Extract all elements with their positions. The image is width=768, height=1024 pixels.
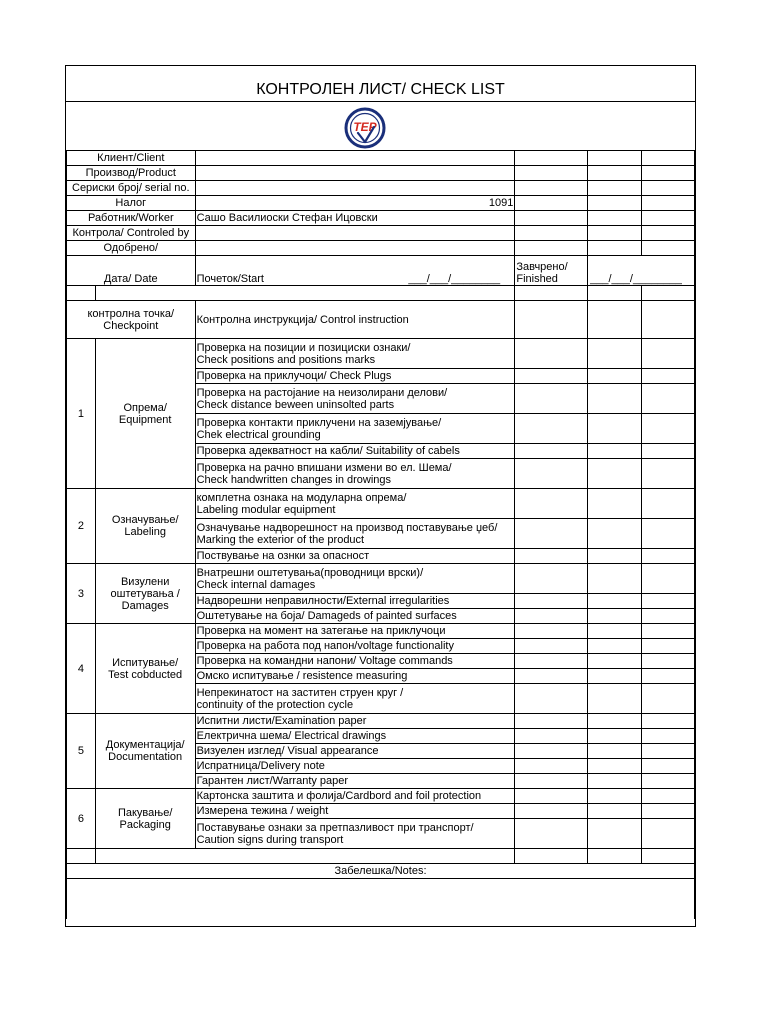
- check-cell[interactable]: [642, 624, 695, 639]
- logo-row: [66, 102, 695, 151]
- section-name: Опрема/ Equipment: [95, 339, 195, 489]
- instruction-header: Контролна инструкција/ Control instruction: [195, 301, 515, 339]
- check-cell[interactable]: [642, 369, 695, 384]
- checklist-row: [67, 624, 695, 639]
- section-name: Означување/ Labeling: [95, 489, 195, 564]
- section-name: Визулени оштетувања / Damages: [95, 564, 195, 624]
- check-cell[interactable]: [515, 819, 588, 849]
- check-cell[interactable]: [515, 684, 588, 714]
- spacer-row: [67, 286, 695, 301]
- check-cell[interactable]: [588, 774, 642, 789]
- check-cell[interactable]: [642, 714, 695, 729]
- checklist-row: [67, 489, 695, 519]
- product-label: Производ/Product: [67, 166, 196, 181]
- instruction-item: Омско испитување / resistence measuring: [195, 669, 515, 684]
- approved-value[interactable]: [195, 241, 515, 256]
- order-value[interactable]: 1091: [195, 196, 515, 211]
- check-cell[interactable]: [588, 729, 642, 744]
- instruction-item: Означување надворешност на производ поставување џеб/ Marking the exterior of the product: [195, 519, 515, 549]
- check-cell[interactable]: [642, 654, 695, 669]
- check-cell[interactable]: [515, 339, 588, 369]
- check-cell[interactable]: [515, 669, 588, 684]
- instruction-item: Проверка на командни напони/ Voltage commands: [195, 654, 515, 669]
- instruction-item: Гарантен лист/Warranty paper: [195, 774, 515, 789]
- check-cell[interactable]: [642, 639, 695, 654]
- check-cell[interactable]: [515, 594, 588, 609]
- checklist-row: [67, 789, 695, 804]
- instruction-item: комплетна ознака на модуларна опрема/ Labeling modular equipment: [195, 489, 515, 519]
- check-cell[interactable]: [515, 564, 588, 594]
- section-number: 3: [67, 564, 96, 624]
- instruction-item: Проверка на растојание на неизолирани делови/ Check distance beween uninsolted parts: [195, 384, 515, 414]
- section-name: Документација/ Documentation: [95, 714, 195, 789]
- check-list-table: [66, 150, 695, 919]
- approved-label: Одобрено/: [67, 241, 196, 256]
- check-cell[interactable]: [588, 444, 642, 459]
- check-cell[interactable]: [515, 774, 588, 789]
- check-cell[interactable]: [642, 414, 695, 444]
- controlled-row: [67, 226, 695, 241]
- check-cell[interactable]: [515, 639, 588, 654]
- checklist-row: [67, 564, 695, 594]
- start-cell[interactable]: [195, 256, 515, 286]
- date-label: Дата/ Date: [67, 256, 196, 286]
- start-label: Почеток/Start: [196, 273, 264, 285]
- check-cell[interactable]: [642, 759, 695, 774]
- column-header-row: [67, 301, 695, 339]
- check-cell[interactable]: [588, 609, 642, 624]
- instruction-item: Визуелен изглед/ Visual appearance: [195, 744, 515, 759]
- section-name: Пакување/ Packaging: [95, 789, 195, 849]
- product-row: [67, 166, 695, 181]
- check-cell[interactable]: [588, 369, 642, 384]
- company-logo: [343, 106, 387, 150]
- check-cell[interactable]: [642, 669, 695, 684]
- order-row: [67, 196, 695, 211]
- section-number: 2: [67, 489, 96, 564]
- product-value[interactable]: [195, 166, 515, 181]
- check-cell[interactable]: [515, 519, 588, 549]
- instruction-item: Измерена тежина / weight: [195, 804, 515, 819]
- instruction-item: Проверка на позиции и позициски ознаки/ Check positions and positions marks: [195, 339, 515, 369]
- instruction-item: Проверка на приклучоци/ Check Plugs: [195, 369, 515, 384]
- check-cell[interactable]: [642, 564, 695, 594]
- check-cell[interactable]: [588, 684, 642, 714]
- instruction-item: Проверка на момент на затегање на приклучоци: [195, 624, 515, 639]
- client-value[interactable]: [195, 151, 515, 166]
- instruction-item: Оштетување на боја/ Damageds of painted surfaces: [195, 609, 515, 624]
- check-cell[interactable]: [515, 714, 588, 729]
- notes-area[interactable]: [67, 879, 695, 919]
- check-cell[interactable]: [642, 549, 695, 564]
- serial-row: [67, 181, 695, 196]
- instruction-item: Надворешни неправилности/External irregularities: [195, 594, 515, 609]
- instruction-item: Картонска заштита и фолија/Cardbord and foil protection: [195, 789, 515, 804]
- check-cell[interactable]: [588, 489, 642, 519]
- check-cell[interactable]: [642, 774, 695, 789]
- instruction-item: Испитни листи/Examination paper: [195, 714, 515, 729]
- check-cell[interactable]: [515, 489, 588, 519]
- instruction-item: Проверка контакти приклучени на заземјување/ Chek electrical grounding: [195, 414, 515, 444]
- check-cell[interactable]: [588, 804, 642, 819]
- check-cell[interactable]: [588, 744, 642, 759]
- page-title: КОНТРОЛЕН ЛИСТ/ CHECK LIST: [66, 66, 695, 102]
- check-cell[interactable]: [515, 384, 588, 414]
- check-cell[interactable]: [642, 729, 695, 744]
- check-cell[interactable]: [588, 339, 642, 369]
- notes-label: Забелешка/Notes:: [67, 864, 695, 879]
- notes-area-row: [67, 879, 695, 919]
- check-cell[interactable]: [515, 444, 588, 459]
- serial-value[interactable]: [195, 181, 515, 196]
- checkpoint-header: контролна точка/ Checkpoint: [67, 301, 196, 339]
- check-cell[interactable]: [642, 744, 695, 759]
- check-cell[interactable]: [642, 489, 695, 519]
- check-cell[interactable]: [515, 789, 588, 804]
- check-cell[interactable]: [515, 459, 588, 489]
- check-cell[interactable]: [642, 819, 695, 849]
- checklist-row: [67, 339, 695, 369]
- check-cell[interactable]: [642, 789, 695, 804]
- check-cell[interactable]: [642, 609, 695, 624]
- controlled-value[interactable]: [195, 226, 515, 241]
- instruction-item: Електрична шема/ Electrical drawings: [195, 729, 515, 744]
- approved-row: [67, 241, 695, 256]
- instruction-item: Проверка адекватност на кабли/ Suitability of cabels: [195, 444, 515, 459]
- section-number: 4: [67, 624, 96, 714]
- checklist-row: [67, 714, 695, 729]
- check-cell[interactable]: [588, 594, 642, 609]
- check-cell[interactable]: [515, 744, 588, 759]
- check-cell[interactable]: [588, 459, 642, 489]
- check-cell[interactable]: [515, 804, 588, 819]
- section-number: 6: [67, 789, 96, 849]
- check-cell[interactable]: [642, 804, 695, 819]
- check-cell[interactable]: [588, 714, 642, 729]
- check-cell[interactable]: [642, 384, 695, 414]
- check-cell[interactable]: [642, 339, 695, 369]
- blank-row: [67, 849, 695, 864]
- check-cell[interactable]: [588, 789, 642, 804]
- check-cell[interactable]: [515, 729, 588, 744]
- date-row: [67, 256, 695, 286]
- check-list-sheet: [65, 65, 696, 927]
- section-number: 5: [67, 714, 96, 789]
- instruction-item: Проверка на работа под напон/voltage functionality: [195, 639, 515, 654]
- section-name: Испитување/ Test cobducted: [95, 624, 195, 714]
- check-cell[interactable]: [515, 369, 588, 384]
- check-cell[interactable]: [642, 444, 695, 459]
- section-number: 1: [67, 339, 96, 489]
- check-cell[interactable]: [588, 654, 642, 669]
- check-cell[interactable]: [515, 624, 588, 639]
- instruction-item: Непрекинатост на заститен струен круг / continuity of the protection cycle: [195, 684, 515, 714]
- check-cell[interactable]: [588, 639, 642, 654]
- finished-label: Завчрено/ Finished: [515, 256, 588, 286]
- check-cell[interactable]: [588, 384, 642, 414]
- check-cell[interactable]: [642, 594, 695, 609]
- order-label: Налог: [67, 196, 196, 211]
- instruction-item: Испратница/Delivery note: [195, 759, 515, 774]
- check-cell[interactable]: [588, 819, 642, 849]
- worker-value[interactable]: Сашо Василиоски Стефан Ицовски: [195, 211, 515, 226]
- finished-date-blank[interactable]: ___/___/________: [588, 256, 695, 286]
- check-cell[interactable]: [642, 684, 695, 714]
- check-cell[interactable]: [588, 549, 642, 564]
- client-label: Клиент/Client: [67, 151, 196, 166]
- client-row: [67, 151, 695, 166]
- controlled-label: Контрола/ Controled by: [67, 226, 196, 241]
- worker-row: [67, 211, 695, 226]
- start-date-blank[interactable]: ___/___/________: [408, 273, 501, 285]
- check-cell[interactable]: [515, 609, 588, 624]
- instruction-item: Поствување на ознки за опасност: [195, 549, 515, 564]
- check-cell[interactable]: [642, 519, 695, 549]
- check-cell[interactable]: [515, 654, 588, 669]
- check-cell[interactable]: [515, 759, 588, 774]
- worker-label: Работник/Worker: [67, 211, 196, 226]
- logo-text: TEP: [353, 120, 377, 134]
- check-cell[interactable]: [515, 549, 588, 564]
- instruction-item: Поставување ознаки за претпазливост при транспорт/ Caution signs during transport: [195, 819, 515, 849]
- notes-row: [67, 864, 695, 879]
- check-cell[interactable]: [588, 414, 642, 444]
- check-cell[interactable]: [642, 459, 695, 489]
- check-cell[interactable]: [588, 564, 642, 594]
- instruction-item: Проверка на рачно впишани измени во ел. Шема/ Check handwritten changes in drowings: [195, 459, 515, 489]
- serial-label: Сериски број/ serial no.: [67, 181, 196, 196]
- instruction-item: Внатрешни оштетувања(проводници врски)/ Check internal damages: [195, 564, 515, 594]
- check-cell[interactable]: [588, 624, 642, 639]
- check-cell[interactable]: [515, 414, 588, 444]
- check-cell[interactable]: [588, 759, 642, 774]
- check-cell[interactable]: [588, 669, 642, 684]
- check-cell[interactable]: [588, 519, 642, 549]
